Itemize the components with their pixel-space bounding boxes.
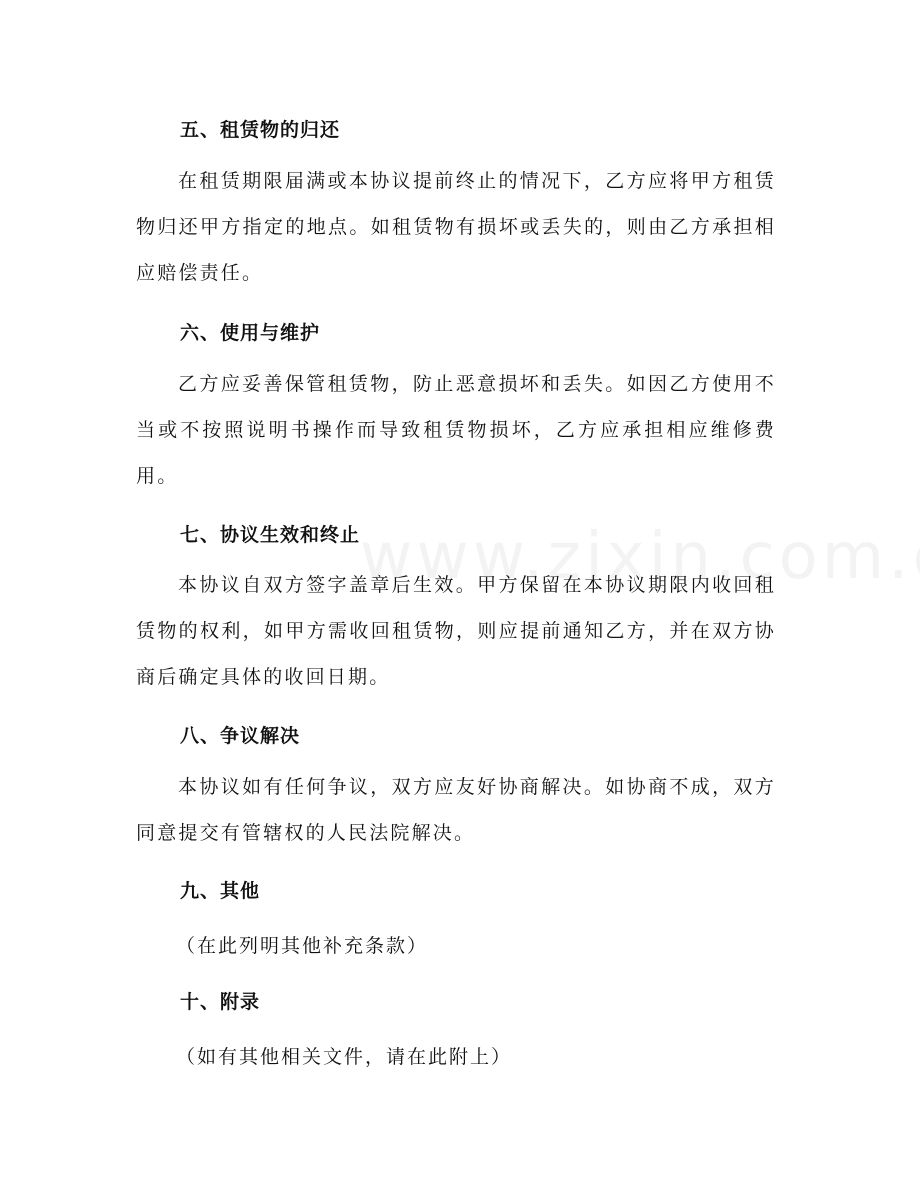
- section-9-body: （在此列明其他补充条款）: [176, 935, 429, 957]
- section-7-body: 本协议自双方签字盖章后生效。甲方保留在本协议期限内收回租赁物的权利，如甲方需收回租赁物，则应提前通知乙方，并在双方协商后确定具体的收回日期。: [136, 574, 776, 688]
- section-6-heading: 六、使用与维护: [180, 322, 321, 344]
- section-8-heading: 八、争议解决: [180, 725, 301, 747]
- section-6-body: 乙方应妥善保管租赁物，防止恶意损坏和丢失。如因乙方使用不当或不按照说明书操作而导致租赁物损坏，乙方应承担相应维修费用。: [136, 373, 776, 487]
- section-5-heading: 五、租赁物的归还: [180, 119, 341, 141]
- section-10-heading: 十、附录: [180, 991, 261, 1013]
- section-8-body: 本协议如有任何争议，双方应友好协商解决。如协商不成，双方同意提交有管辖权的人民法院解决。: [136, 776, 776, 844]
- section-5-body: 在租赁期限届满或本协议提前终止的情况下，乙方应将甲方租赁物归还甲方指定的地点。如租赁物有损坏或丢失的，则由乙方承担相应赔偿责任。: [136, 170, 776, 284]
- section-9-heading: 九、其他: [180, 880, 261, 902]
- section-10-body: （如有其他相关文件，请在此附上）: [176, 1046, 513, 1068]
- section-7-heading: 七、协议生效和终止: [180, 524, 361, 546]
